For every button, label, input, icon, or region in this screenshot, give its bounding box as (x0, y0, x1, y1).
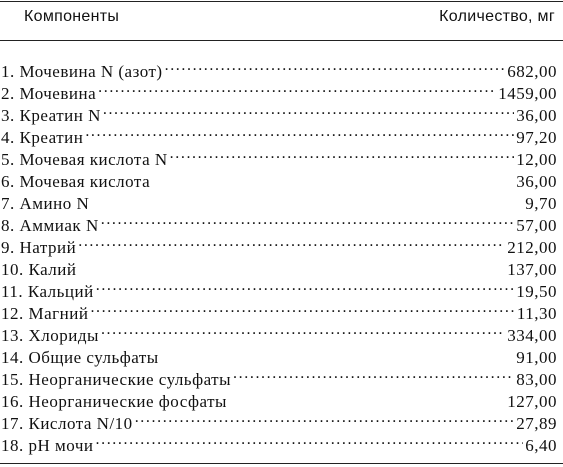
dot-leader (91, 187, 523, 209)
row-label: 13. Хлориды (1, 326, 99, 345)
top-rule (0, 1, 563, 2)
dot-leader (85, 121, 514, 143)
table-row (0, 165, 563, 191)
row-value: 57,00 (516, 216, 557, 235)
dot-leader (152, 165, 514, 187)
bottom-rule (0, 463, 563, 464)
row-value: 97,20 (516, 128, 557, 147)
row-value: 6,40 (525, 436, 557, 455)
dot-leader (101, 319, 505, 341)
table-row (0, 99, 563, 125)
row-value: 127,00 (507, 392, 557, 411)
row-label: 1. Мочевина N (азот) (1, 62, 163, 81)
row-value: 36,00 (516, 172, 557, 191)
row-label: 4. Креатин (1, 128, 84, 147)
row-value: 12,00 (516, 150, 557, 169)
row-label: 14. Общие сульфаты (1, 348, 159, 367)
row-label: 17. Кислота N/10 (1, 414, 133, 433)
column-header-quantity: Количество, мг (439, 8, 555, 25)
dot-leader (135, 407, 515, 429)
dot-leader (229, 385, 505, 407)
table-row (0, 297, 563, 323)
table-row (0, 231, 563, 257)
table-row (0, 121, 563, 147)
column-header-components: Компоненты (24, 8, 120, 25)
dot-leader (78, 231, 505, 253)
row-label: 16. Неорганические фосфаты (1, 392, 227, 411)
row-value: 19,50 (516, 282, 557, 301)
dot-leader (79, 253, 506, 275)
row-value: 212,00 (507, 238, 557, 257)
row-label: 11. Кальций (1, 282, 94, 301)
row-label: 6. Мочевая кислота (1, 172, 151, 191)
dot-leader (96, 429, 524, 451)
table-row (0, 319, 563, 345)
row-value: 11,30 (516, 304, 557, 323)
row-label: 2. Мочевина (1, 84, 97, 103)
dot-leader (233, 363, 514, 385)
table-row (0, 363, 563, 389)
row-value: 91,00 (516, 348, 557, 367)
dot-leader (90, 297, 514, 319)
row-label: 3. Креатин N (1, 106, 101, 125)
table-row (0, 385, 563, 411)
row-label: 12. Магний (1, 304, 89, 323)
dot-leader (165, 55, 506, 77)
table-row (0, 429, 563, 455)
dot-leader (98, 77, 496, 99)
row-value: 27,89 (516, 414, 557, 433)
table-row (0, 275, 563, 301)
row-value: 137,00 (507, 260, 557, 279)
table-row (0, 209, 563, 235)
table-row (0, 253, 563, 279)
row-label: 18. pH мочи (1, 436, 94, 455)
row-value: 334,00 (507, 326, 557, 345)
row-value: 9,70 (525, 194, 557, 213)
table-row (0, 187, 563, 213)
row-label: 10. Калий (1, 260, 77, 279)
dot-leader (170, 143, 515, 165)
table-row (0, 143, 563, 169)
table-row (0, 407, 563, 433)
row-label: 5. Мочевая кислота N (1, 150, 168, 169)
table-row (0, 77, 563, 103)
row-value: 83,00 (516, 370, 557, 389)
row-label: 9. Натрий (1, 238, 77, 257)
table-body (0, 55, 563, 455)
table-row (0, 341, 563, 367)
row-label: 7. Амино N (1, 194, 90, 213)
row-label: 8. Аммиак N (1, 216, 99, 235)
row-label: 15. Неорганические сульфаты (1, 370, 232, 389)
dot-leader (101, 209, 515, 231)
dot-leader (96, 275, 515, 297)
header-rule (0, 40, 563, 41)
dot-leader (161, 341, 515, 363)
dot-leader (103, 99, 514, 121)
table-row (0, 55, 563, 81)
row-value: 682,00 (507, 62, 557, 81)
row-value: 36,00 (516, 106, 557, 125)
row-value: 1459,00 (498, 84, 557, 103)
